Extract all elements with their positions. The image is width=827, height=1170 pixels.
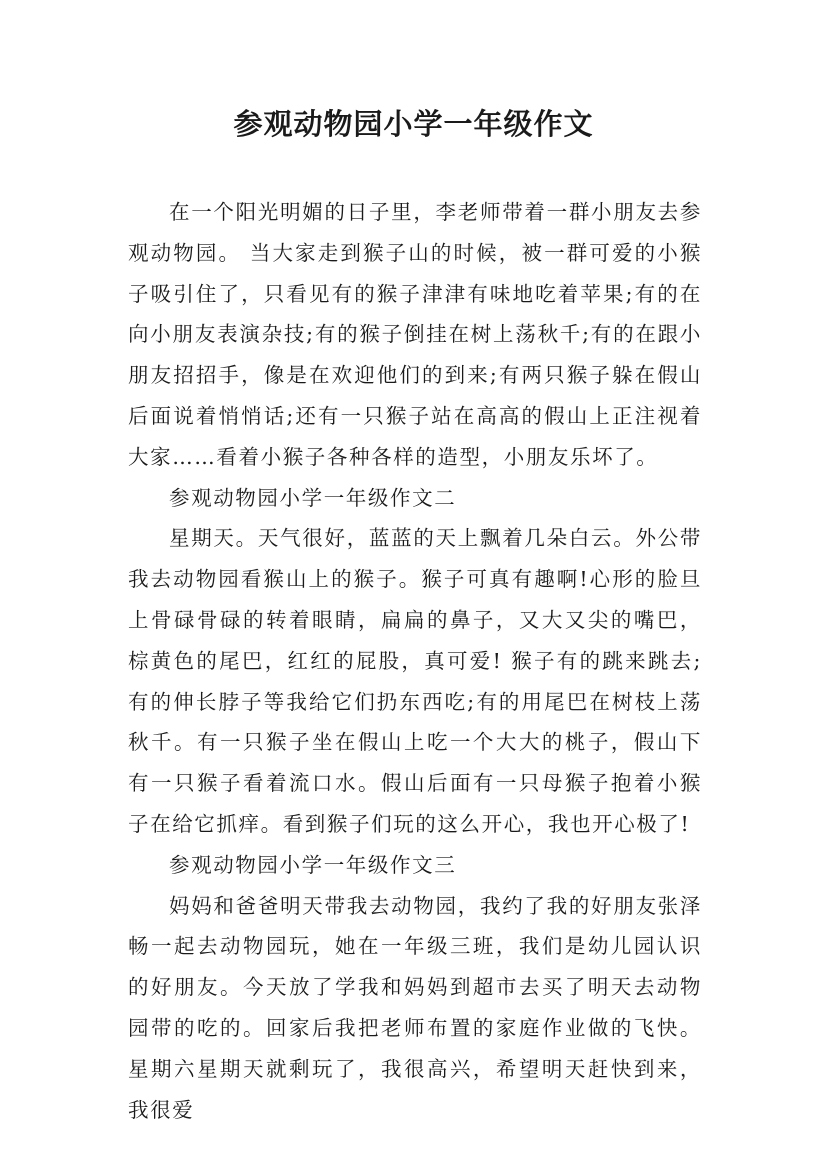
document-body	[128, 192, 702, 1130]
document-title: 参观动物园小学一年级作文	[233, 107, 594, 141]
section-heading-3: 参观动物园小学一年级作文三	[169, 852, 457, 877]
paragraph-2: 星期天。天气很好，蓝蓝的天上飘着几朵白云。外公带我去动物园看猴山上的猴子。猴子可真有趣啊!心形的脸旦上骨碌骨碌的转着眼睛，扁扁的鼻子，又大又尖的嘴巴，棕黄色的尾巴，红红的屁股，真可爱! 猴子有的跳来跳去;有的伸长脖子等我给它们扔东西吃;有的用尾巴在树枝上荡秋千。有一只猴子坐在假山上吃一个大大的桃子，假山下有一只猴子看着流口水。假山后面有一只母猴子抱着小猴子在给它抓痒。看到猴子们玩的这么开心，我也开心极了!	[128, 526, 703, 836]
section-heading-2: 参观动物园小学一年级作文二	[169, 485, 457, 510]
paragraph-3: 妈妈和爸爸明天带我去动物园，我约了我的好朋友张泽畅一起去动物园玩，她在一年级三班，我们是幼儿园认识的好朋友。今天放了学我和妈妈到超市去买了明天去动物园带的吃的。回家后我把老师布置的家庭作业做的飞快。 星期六星期天就剩玩了，我很高兴，希望明天赶快到来，我很爱	[128, 893, 702, 1122]
paragraph-1: 在一个阳光明媚的日子里，李老师带着一群小朋友去参观动物园。 当大家走到猴子山的时候，被一群可爱的小猴子吸引住了，只看见有的猴子津津有味地吃着苹果;有的在向小朋友表演杂技;有的猴子倒挂在树上荡秋千;有的在跟小朋友招招手，像是在欢迎他们的到来;有两只猴子躲在假山后面说着悄悄话;还有一只猴子站在高高的假山上正注视着大家……看着小猴子各种各样的造型，小朋友乐坏了。	[128, 200, 702, 469]
